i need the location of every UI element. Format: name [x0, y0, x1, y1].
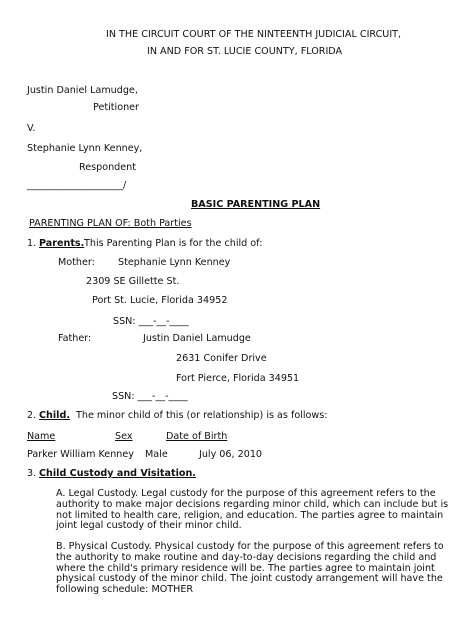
parenting-plan-of: PARENTING PLAN OF: Both Parties	[29, 218, 192, 229]
respondent-role: Respondent	[79, 162, 137, 173]
section-1-text: This Parenting Plan is for the child of:	[84, 238, 263, 249]
section-3-number: 3.	[27, 468, 37, 479]
court-header-line-2: IN AND FOR ST. LUCIE COUNTY, FLORIDA	[147, 46, 343, 57]
father-street: 2631 Conifer Drive	[176, 353, 267, 364]
father-ssn: SSN: ___-__-____	[112, 391, 188, 402]
mother-ssn: SSN: ___-__-____	[113, 316, 189, 327]
mother-label: Mother:	[58, 257, 95, 268]
child-sex: Male	[145, 449, 168, 460]
case-line: ____________________/	[27, 180, 127, 191]
section-2-text: The minor child of this (or relationship) is as follows:	[76, 410, 328, 421]
father-city: Fort Pierce, Florida 34951	[176, 373, 300, 384]
mother-street: 2309 SE Gillette St.	[86, 276, 180, 287]
column-header-sex: Sex	[115, 431, 133, 442]
column-header-dob: Date of Birth	[166, 431, 228, 442]
child-name: Parker William Kenney	[27, 449, 134, 460]
section-1-heading: Parents.	[39, 238, 85, 249]
child-dob: July 06, 2010	[199, 449, 263, 460]
father-name: Justin Daniel Lamudge	[143, 333, 251, 344]
section-3-heading: Child Custody and Visitation.	[39, 468, 196, 479]
petitioner-name: Justin Daniel Lamudge,	[27, 85, 138, 96]
versus: V.	[27, 123, 36, 134]
court-header-line-1: IN THE CIRCUIT COURT OF THE NINTEENTH JUDICIAL CIRCUIT,	[106, 29, 402, 40]
petitioner-role: Petitioner	[93, 102, 139, 113]
legal-custody-paragraph: A. Legal Custody. Legal custody for the purpose of this agreement refers to the authority to make major decisions regarding minor child, which can include but is not limited to health care, religion, and education. The parties agree to maintain joint legal custody of their minor child.	[56, 488, 449, 532]
section-1-number: 1.	[27, 238, 37, 249]
respondent-name: Stephanie Lynn Kenney,	[27, 143, 143, 154]
mother-city: Port St. Lucie, Florida 34952	[92, 295, 228, 306]
physical-custody-paragraph: B. Physical Custody. Physical custody for the purpose of this agreement refers to the authority to make routine and day-to-day decisions regarding the child and where the child's primary residence will be. The parties agree to maintain joint physical custody of the minor child. The joint custody arrangement will have the following schedule: MOTHER	[56, 541, 444, 596]
father-label: Father:	[58, 333, 92, 344]
column-header-name: Name	[27, 431, 56, 442]
document-title: BASIC PARENTING PLAN	[191, 199, 321, 210]
mother-name: Stephanie Lynn Kenney	[118, 257, 231, 268]
section-2-number: 2.	[27, 410, 37, 421]
section-2-heading: Child.	[39, 410, 70, 421]
